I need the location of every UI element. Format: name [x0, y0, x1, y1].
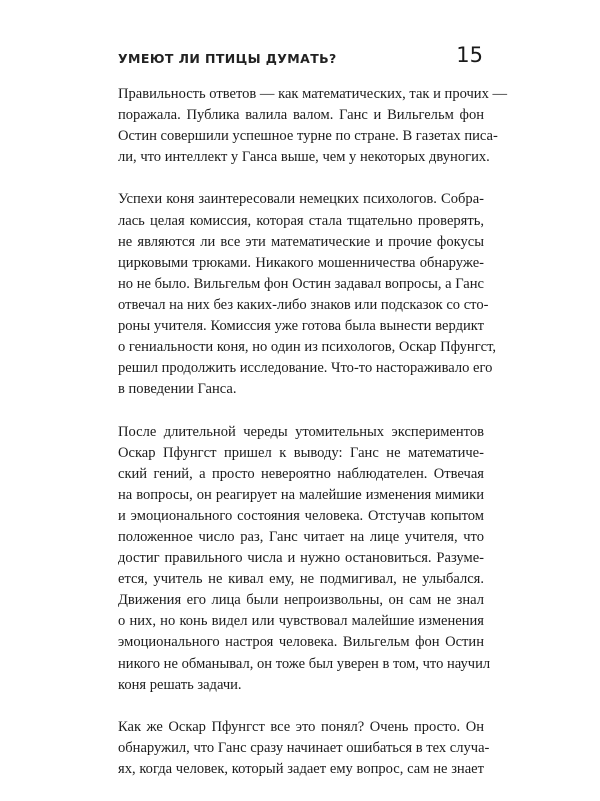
- text-line: поражала. Публика валила валом. Ганс и Вильгельм фон: [118, 107, 484, 124]
- text-line: Правильность ответов — как математических, так и прочих —: [118, 86, 508, 102]
- text-line: роны учителя. Комиссия уже готова была вынести вердикт: [118, 318, 484, 335]
- body-text: [118, 84, 508, 801]
- text-line: на вопросы, он реагирует на малейшие изменения мимики: [118, 486, 484, 503]
- text-line: Оскар Пфунгст пришел к выводу: Ганс не математиче-: [118, 444, 484, 461]
- text-line: лась целая комиссия, которая стала тщательно проверять,: [118, 212, 484, 229]
- text-line: эмоционального настроя человека. Вильгельм фон Остин: [118, 634, 484, 651]
- text-line: Остин совершили успешное турне по стране. В газетах писа-: [118, 128, 498, 145]
- text-line: Как же Оскар Пфунгст все это понял? Очень просто. Он: [118, 718, 484, 735]
- text-line: и эмоционального состояния человека. Отстучав копытом: [118, 507, 484, 524]
- text-line: ется, учитель не кивал ему, не подмигивал, не улыбался.: [118, 571, 484, 588]
- paragraph-2: [118, 189, 497, 400]
- text-line: цирковыми трюками. Никакого мошенничества обнаруже-: [118, 254, 484, 271]
- running-head-title: УМЕЮТ ЛИ ПТИЦЫ ДУМАТЬ?: [118, 51, 337, 66]
- text-line: решил продолжить исследование. Что-то настораживало его: [118, 360, 493, 377]
- page-number: 15: [456, 43, 483, 67]
- text-line: Успехи коня заинтересовали немецких психологов. Собра-: [118, 191, 484, 208]
- text-line: обнаружил, что Ганс сразу начинает ошибаться в тех случа-: [118, 739, 490, 756]
- text-line: достиг правильного числа и нужно остановиться. Разуме-: [118, 550, 484, 567]
- text-line: ли, что интеллект у Ганса выше, чем у некоторых двуногих.: [118, 149, 490, 166]
- text-line: После длительной череды утомительных экспериментов: [118, 423, 484, 440]
- text-line: о гениальности коня, но один из психологов, Оскар Пфунгст,: [118, 339, 497, 356]
- text-line: положенное число раз, Ганс читает на лице учителя, что: [118, 528, 484, 545]
- text-line: никого не обманывал, он тоже был уверен в том, что научил: [118, 655, 491, 672]
- paragraph-4: [118, 717, 490, 780]
- paragraph-1: [118, 84, 508, 168]
- text-line: Движения его лица были непроизвольны, он сам не знал: [118, 592, 484, 609]
- text-line: ях, когда человек, который задает ему вопрос, сам не знает: [118, 761, 484, 777]
- text-line: коня решать задачи.: [118, 676, 242, 693]
- text-line: ский гений, а просто невероятно наблюдателен. Отвечая: [118, 465, 484, 482]
- text-line: в поведении Ганса.: [118, 381, 237, 398]
- text-line: отвечал на них без каких-либо знаков или подсказок со сто-: [118, 296, 489, 313]
- text-line: не являются ли все эти математические и прочие фокусы: [118, 233, 484, 250]
- text-line: но не было. Вильгельм фон Остин задавал вопросы, а Ганс: [118, 275, 484, 292]
- paragraph-3: [118, 422, 491, 696]
- text-line: о них, но конь видел или чувствовал малейшие изменения: [118, 613, 484, 630]
